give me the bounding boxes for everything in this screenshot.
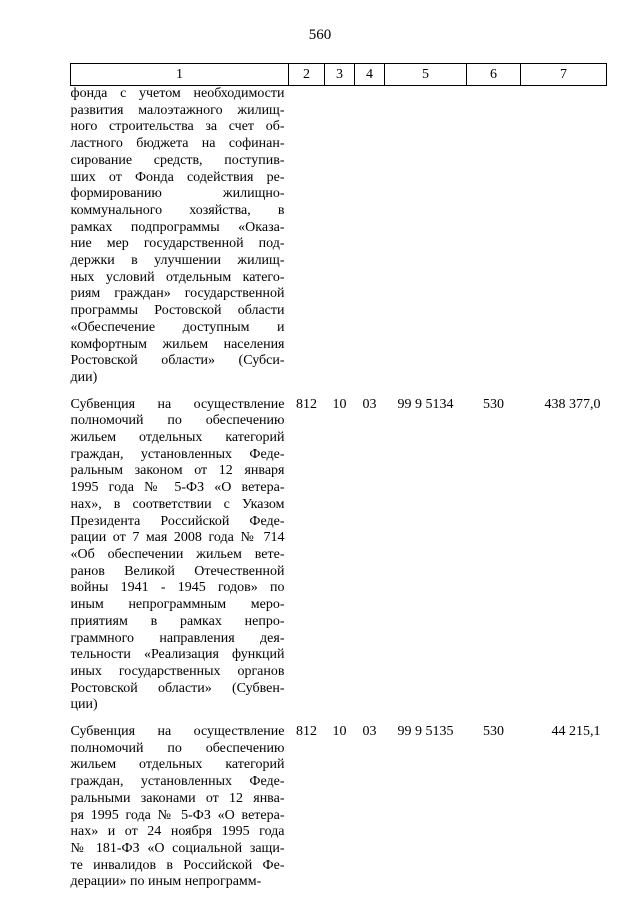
- section-code: 10: [332, 396, 347, 412]
- description-line: граждан, установленных Феде-: [70, 446, 285, 462]
- description-line: нах», в соответствии с Указом: [70, 496, 285, 512]
- description-line: ранов Великой Отечественной: [70, 563, 285, 579]
- expense-type-code: [467, 86, 521, 387]
- ministry-code: [289, 86, 325, 387]
- description-line: дерации» по иным непрограмм-: [70, 874, 262, 890]
- description-line: комфортным жильем населения: [70, 336, 285, 352]
- row-description: [71, 714, 289, 891]
- description-line: ластного бюджета на софинан-: [70, 136, 285, 152]
- description-line: тельности «Реализация функций: [70, 647, 285, 663]
- amount-value: 438 377,0: [544, 396, 601, 412]
- description-line: сирование средств, поступив-: [70, 152, 285, 168]
- description-line: полномочий по обеспечению: [70, 740, 285, 756]
- ministry-code: 812: [296, 724, 317, 740]
- column-header-4: 4: [355, 64, 385, 86]
- column-header-7: 7: [521, 64, 607, 86]
- subsection-code: 03: [362, 724, 377, 740]
- description-line: программы Ростовской области: [70, 303, 285, 319]
- description-line: Субвенция на осуществление: [70, 396, 285, 412]
- description-line: те инвалидов в Российской Фе-: [70, 857, 285, 873]
- description-line: держки в улучшении жилищ-: [70, 253, 285, 269]
- page-number: 560: [308, 27, 332, 43]
- description-line: рамках подпрограммы «Оказа-: [70, 219, 285, 235]
- table-row: [71, 714, 607, 891]
- column-header-6: 6: [467, 64, 521, 86]
- description-line: граждан, установленных Феде-: [70, 774, 285, 790]
- expense-type-code: 530: [483, 724, 504, 740]
- description-line: нах» и от 24 ноября 1995 года: [70, 824, 285, 840]
- description-line: войны 1941 - 1945 годов» по: [70, 580, 285, 596]
- description-line: дии): [70, 369, 98, 385]
- description-line: ральным законом от 12 января: [70, 463, 285, 479]
- description-line: Президента Российской Феде-: [70, 513, 285, 529]
- description-line: жильем отдельных категорий: [70, 430, 285, 446]
- description-line: жильем отдельных категорий: [70, 757, 285, 773]
- column-header-5: 5: [385, 64, 467, 86]
- target-article-code: 99 9 5134: [397, 396, 454, 412]
- subsection-code: [355, 86, 385, 387]
- description-line: ральными законами от 12 янва-: [70, 790, 285, 806]
- column-header-2: 2: [289, 64, 325, 86]
- description-line: ных условий отдельным катего-: [70, 269, 285, 285]
- column-header-1: 1: [71, 64, 289, 86]
- description-line: Ростовской области» (Субси-: [70, 353, 285, 369]
- description-line: иным непрограммным меро-: [70, 597, 285, 613]
- description-line: развития малоэтажного жилищ-: [70, 102, 285, 118]
- description-line: ции): [70, 697, 98, 713]
- description-line: полномочий по обеспечению: [70, 413, 285, 429]
- table-row: [71, 387, 607, 714]
- budget-table: [70, 63, 607, 891]
- description-line: приятиям в рамках непро-: [70, 613, 285, 629]
- description-line: Субвенция на осуществление: [70, 724, 285, 740]
- amount-value: [521, 86, 607, 387]
- description-line: 1995 года № 5-ФЗ «О ветера-: [70, 480, 285, 496]
- description-line: рации от 7 мая 2008 года № 714: [70, 530, 285, 546]
- row-description: [71, 86, 289, 387]
- description-line: Ростовской области» (Субвен-: [70, 680, 285, 696]
- description-line: иных государственных органов: [70, 663, 285, 679]
- subsection-code: 03: [362, 396, 377, 412]
- table-header-row: [71, 64, 607, 86]
- expense-type-code: 530: [483, 396, 504, 412]
- amount-value: 44 215,1: [551, 724, 601, 740]
- description-line: ших от Фонда содействия ре-: [70, 169, 285, 185]
- description-line: ря 1995 года № 5-ФЗ «О ветера-: [70, 807, 285, 823]
- description-line: ного строительства за счет об-: [70, 119, 285, 135]
- description-line: «Обеспечение доступным и: [70, 319, 285, 335]
- target-article-code: [385, 86, 467, 387]
- description-line: «Об обеспечении жильем вете-: [70, 546, 285, 562]
- description-line: риям граждан» государственной: [70, 286, 285, 302]
- ministry-code: 812: [296, 396, 317, 412]
- section-code: 10: [332, 724, 347, 740]
- section-code: [325, 86, 355, 387]
- description-line: № 181-ФЗ «О социальной защи-: [70, 840, 285, 856]
- column-header-3: 3: [325, 64, 355, 86]
- description-line: формированию жилищно-: [70, 186, 285, 202]
- description-line: фонда с учетом необходимости: [70, 86, 285, 101]
- table-row: [71, 86, 607, 387]
- target-article-code: 99 9 5135: [397, 724, 454, 740]
- description-line: ние мер государственной под-: [70, 236, 285, 252]
- row-description: [71, 387, 289, 714]
- description-line: граммного направления дея-: [70, 630, 285, 646]
- description-line: коммунального хозяйства, в: [70, 202, 285, 218]
